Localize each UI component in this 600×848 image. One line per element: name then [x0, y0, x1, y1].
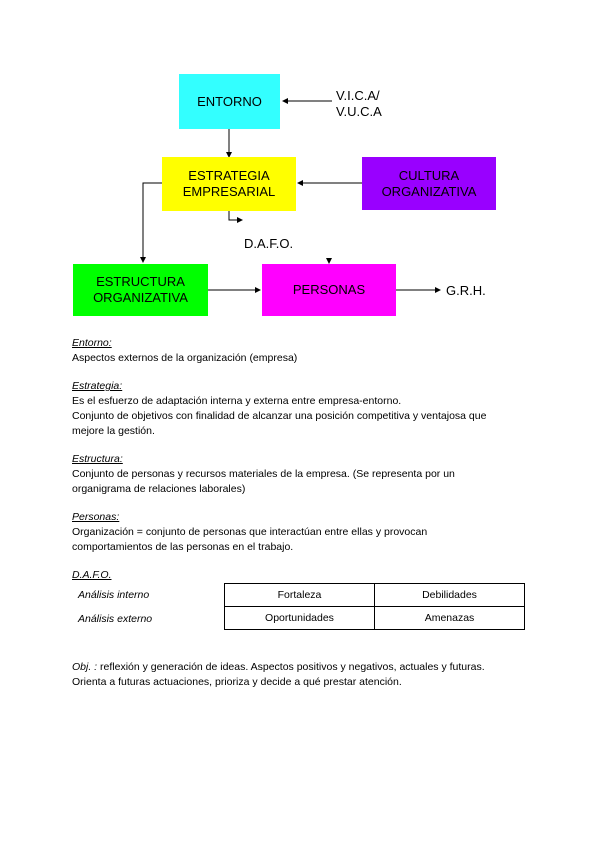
table-row — [225, 607, 525, 630]
section-estrategia-line: mejore la gestión. — [72, 425, 155, 437]
section-estructura — [72, 452, 532, 497]
obj-text1: reflexión y generación de ideas. Aspectos positivos y negativos, actuales y futuras. — [100, 661, 485, 673]
estrategia-line2: EMPRESARIAL — [182, 184, 276, 199]
section-personas-line: Organización = conjunto de personas que interactúan entre ellas y provocan — [72, 526, 428, 538]
section-personas-line: comportamientos de las personas en el trabajo. — [72, 541, 294, 553]
arrow-estrategia-to-dafo — [229, 211, 242, 220]
vica-label — [336, 88, 382, 120]
personas-box — [262, 264, 396, 316]
dafo-row1-label: Análisis interno — [78, 589, 150, 601]
section-estrategia-line: Conjunto de objetivos con finalidad de alcanzar una posición competitiva y ventajosa que — [72, 410, 487, 422]
section-dafo — [72, 568, 532, 583]
cultura-box — [362, 157, 496, 210]
estructura-line2: ORGANIZATIVA — [93, 290, 188, 305]
obj-line1 — [72, 660, 542, 675]
table-row — [225, 584, 525, 607]
arrow-estrategia-to-estructura — [143, 183, 162, 262]
dafo-cell-oportunidades: Oportunidades — [225, 607, 375, 630]
section-estrategia-line: Es el esfuerzo de adaptación interna y externa entre empresa-entorno. — [72, 395, 402, 407]
section-entorno-line: Aspectos externos de la organización (empresa) — [72, 352, 298, 364]
vica-line1: V.I.C.A/ — [336, 88, 380, 103]
estructura-line1: ESTRUCTURA — [96, 274, 185, 289]
section-estructura-line: organigrama de relaciones laborales) — [72, 483, 246, 495]
vica-line2: V.U.C.A — [336, 104, 382, 119]
section-personas — [72, 510, 532, 555]
section-personas-title: Personas: — [72, 511, 120, 523]
obj-paragraph — [72, 660, 542, 690]
entorno-box — [179, 74, 280, 129]
dafo-diagram-label: D.A.F.O. — [244, 236, 294, 251]
obj-label: Obj. : — [72, 661, 98, 673]
obj-line2: Orienta a futuras actuaciones, prioriza y decide a qué prestar atención. — [72, 676, 402, 688]
dafo-cell-debilidades: Debilidades — [375, 584, 525, 607]
cultura-line2: ORGANIZATIVA — [381, 183, 477, 199]
grh-label: G.R.H. — [446, 283, 486, 298]
section-estrategia-title: Estrategia: — [72, 380, 123, 392]
cultura-line1: CULTURA — [398, 167, 460, 183]
dafo-cell-fortaleza: Fortaleza — [225, 584, 375, 607]
estrategia-box — [162, 157, 296, 211]
estructura-box — [73, 264, 208, 316]
estrategia-line1: ESTRATEGIA — [188, 168, 270, 183]
dafo-cell-amenazas: Amenazas — [375, 607, 525, 630]
section-entorno-title: Entorno: — [72, 337, 112, 349]
personas-label: PERSONAS — [292, 282, 366, 297]
section-estructura-title: Estructura: — [72, 453, 123, 465]
dafo-row2-label: Análisis externo — [78, 613, 153, 625]
entorno-label: ENTORNO — [197, 93, 262, 109]
section-estructura-line: Conjunto de personas y recursos materiales de la empresa. (Se representa por un — [72, 468, 455, 480]
dafo-table — [224, 583, 525, 630]
section-estrategia — [72, 379, 532, 439]
section-dafo-title: D.A.F.O. — [72, 569, 112, 581]
section-entorno — [72, 336, 532, 366]
